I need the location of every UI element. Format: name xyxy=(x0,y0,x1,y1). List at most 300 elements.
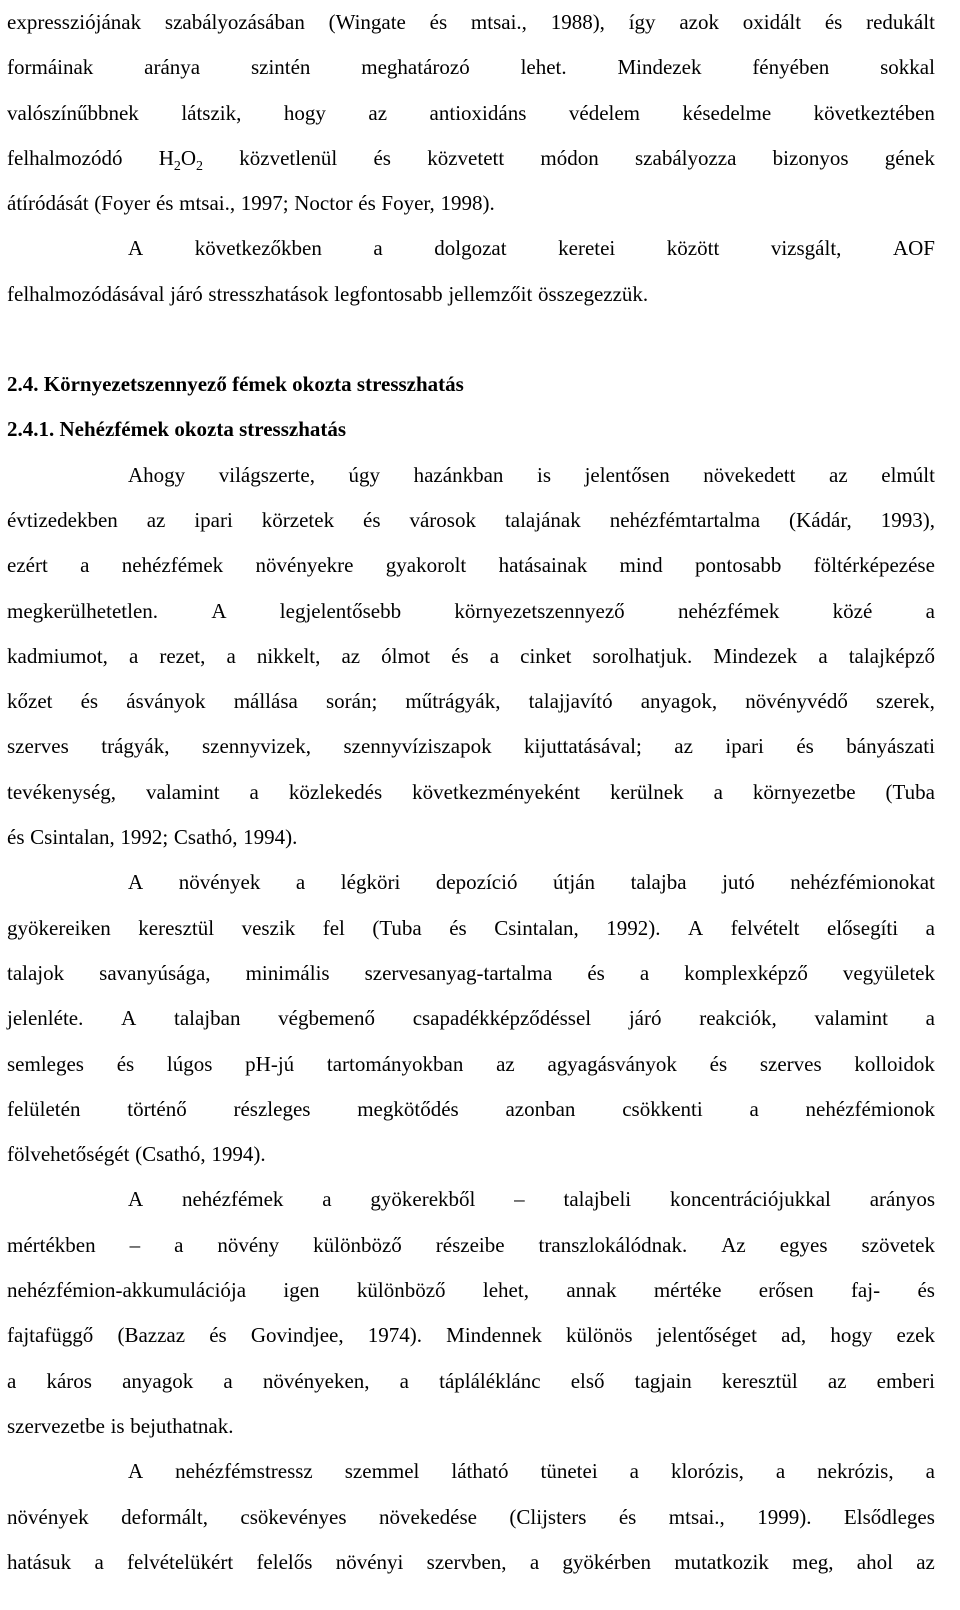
word: káros xyxy=(46,1368,92,1393)
word: és xyxy=(155,191,174,216)
word: semleges xyxy=(7,1051,84,1076)
word: felvételükért xyxy=(127,1549,234,1574)
word: a xyxy=(925,1459,935,1484)
word: jellemzőit xyxy=(448,281,533,306)
word: évtizedekben xyxy=(7,507,118,532)
word: tünetei xyxy=(540,1459,598,1484)
word: nehézfémstressz xyxy=(175,1459,313,1484)
word: késedelme xyxy=(682,100,772,125)
word: anyagok, xyxy=(640,689,718,714)
word: növényeken, xyxy=(262,1368,370,1393)
word: elmúlt xyxy=(881,462,935,487)
word: komplexképző xyxy=(684,960,808,985)
word: és xyxy=(796,734,814,759)
paragraph-p-summary xyxy=(7,226,935,317)
word: szervezetbe xyxy=(7,1413,105,1438)
word: a xyxy=(94,1549,104,1574)
word: stresszhatások xyxy=(208,281,329,306)
word: és xyxy=(587,960,605,985)
word: (Csathó, xyxy=(135,1142,206,1167)
text-line xyxy=(7,1042,935,1087)
word: faj- xyxy=(850,1278,881,1303)
text-line xyxy=(7,272,935,317)
word: bejuthatnak. xyxy=(130,1413,234,1438)
word: szennyvizek, xyxy=(201,734,311,759)
word: pH-jú xyxy=(245,1051,295,1076)
word: útján xyxy=(553,870,596,895)
word: szövetek xyxy=(861,1232,935,1257)
text-line xyxy=(7,1268,935,1313)
word: átíródását xyxy=(7,191,89,216)
word: a xyxy=(925,915,935,940)
word: lehet. xyxy=(520,55,567,80)
word: különös xyxy=(565,1323,633,1348)
text-line xyxy=(7,1223,935,1268)
word: Mindezek xyxy=(617,55,702,80)
word: meg, xyxy=(792,1549,834,1574)
word: a xyxy=(629,1459,639,1484)
word: a xyxy=(249,779,259,804)
word: szerek, xyxy=(876,689,935,714)
text-line xyxy=(7,1449,935,1494)
word: jelentőséget xyxy=(656,1323,757,1348)
word: Noctor xyxy=(294,191,353,216)
word: A xyxy=(128,1459,144,1484)
word: aránya xyxy=(144,55,201,80)
word: trágyák, xyxy=(101,734,170,759)
word: mértéke xyxy=(653,1278,722,1303)
word: valamint xyxy=(814,1006,888,1031)
word: formáinak xyxy=(7,55,94,80)
word: 1994). xyxy=(243,825,298,850)
word: és xyxy=(7,825,25,850)
word: tápláléklánc xyxy=(439,1368,541,1393)
word: nehézfémek xyxy=(677,598,780,623)
word: Govindjee, xyxy=(250,1323,344,1348)
word: (Kádár, xyxy=(789,507,852,532)
word: szerves xyxy=(7,734,69,759)
word: talajképző xyxy=(848,643,935,668)
word: Az xyxy=(721,1232,746,1257)
word: szemmel xyxy=(344,1459,420,1484)
word: legfontosabb xyxy=(334,281,443,306)
word: talajának xyxy=(504,507,581,532)
word: jutó xyxy=(722,870,755,895)
word: 1999). xyxy=(757,1504,812,1529)
word: (Tuba xyxy=(885,779,935,804)
word: megkerülhetetlen. xyxy=(7,598,159,623)
word: cinket xyxy=(520,643,572,668)
word: (Wingate xyxy=(328,10,406,34)
word: ad, xyxy=(781,1323,807,1348)
word: a xyxy=(489,643,500,668)
word: és xyxy=(116,1051,135,1076)
word: oxidált xyxy=(742,10,802,34)
word: az xyxy=(829,462,848,487)
word: növények xyxy=(7,1504,89,1529)
word: arányos xyxy=(869,1187,935,1212)
word: megkötődés xyxy=(357,1096,459,1121)
paragraph-p-heavy-metals-3 xyxy=(7,1177,935,1449)
word: fényében xyxy=(752,55,830,80)
word: sokkal xyxy=(880,55,935,80)
word: növényekre xyxy=(255,553,354,578)
word: (Foyer xyxy=(94,191,151,216)
word: az xyxy=(916,1549,935,1574)
word: ezek xyxy=(896,1323,935,1348)
word: és xyxy=(209,1323,227,1348)
word: hogy xyxy=(830,1323,873,1348)
word: A xyxy=(128,236,144,261)
word: fölvehetőségét xyxy=(7,1142,130,1167)
word: antioxidáns xyxy=(429,100,527,125)
word: szennyvíziszapok xyxy=(343,734,492,759)
word: növények xyxy=(178,870,261,895)
word: 1998). xyxy=(440,191,495,216)
word: közlekedés xyxy=(288,779,383,804)
word: ahol xyxy=(856,1549,893,1574)
word: a xyxy=(128,643,139,668)
text-line xyxy=(7,136,935,181)
word: között xyxy=(666,236,720,261)
word: a xyxy=(925,598,935,623)
word: közvetlenül xyxy=(239,145,338,170)
word: járó xyxy=(628,1006,662,1031)
word: egyes xyxy=(779,1232,828,1257)
word: módon xyxy=(540,145,599,170)
word: felhalmozódó xyxy=(7,145,123,170)
word: felvételt xyxy=(730,915,800,940)
word: és xyxy=(917,1278,935,1303)
word: az xyxy=(827,1368,847,1393)
word: csökkenti xyxy=(622,1096,703,1121)
word: agyagásványok xyxy=(547,1051,677,1076)
word: az xyxy=(368,100,388,125)
word: szervben, xyxy=(426,1549,507,1574)
word: emberi xyxy=(876,1368,935,1393)
word: városok xyxy=(409,507,476,532)
word: a xyxy=(7,1368,17,1393)
text-line xyxy=(7,815,935,860)
word: műtrágyák, xyxy=(405,689,501,714)
word: nehézfémion-akkumulációja xyxy=(7,1278,247,1303)
section-gap xyxy=(7,317,935,362)
word: vizsgált, xyxy=(770,236,842,261)
word: lehet, xyxy=(482,1278,529,1303)
word: savanyúsága, xyxy=(99,960,211,985)
word: hazánkban xyxy=(413,462,504,487)
word: végbemenő xyxy=(278,1006,375,1031)
word: védelem xyxy=(568,100,641,125)
text-line xyxy=(7,1404,935,1449)
text-line xyxy=(7,498,935,543)
word: kadmiumot, xyxy=(7,643,108,668)
word: így xyxy=(628,10,656,34)
word: Ahogy xyxy=(128,462,186,487)
word: során; xyxy=(325,689,378,714)
text-line xyxy=(7,770,935,815)
word: keretei xyxy=(558,236,616,261)
word: H2O2 xyxy=(158,145,204,174)
word: nehézfémionokat xyxy=(790,870,935,895)
word: légköri xyxy=(340,870,401,895)
word: körzetek xyxy=(261,507,335,532)
paragraph-p-heavy-metals-4 xyxy=(7,1449,935,1585)
word: tagjain xyxy=(634,1368,692,1393)
word: következőkben xyxy=(194,236,322,261)
word: csapadékképződéssel xyxy=(412,1006,592,1031)
word: első xyxy=(570,1368,605,1393)
word: és xyxy=(449,915,467,940)
text-line xyxy=(7,1540,935,1585)
word: közé xyxy=(832,598,873,623)
word: hatásuk xyxy=(7,1549,72,1574)
word: és xyxy=(358,191,376,216)
word: a xyxy=(818,643,828,668)
word: minimális xyxy=(245,960,330,985)
word: annak xyxy=(566,1278,617,1303)
word: látható xyxy=(451,1459,509,1484)
word: az xyxy=(674,734,693,759)
text-line xyxy=(7,1087,935,1132)
word: lúgos xyxy=(166,1051,213,1076)
word: bizonyos xyxy=(772,145,849,170)
text-line xyxy=(7,1132,935,1177)
word: felhalmozódásával xyxy=(7,281,165,306)
word: 1988), xyxy=(550,10,605,34)
document-page xyxy=(7,0,935,1585)
word: a xyxy=(322,1187,332,1212)
word: az xyxy=(146,507,166,532)
word: növény xyxy=(217,1232,280,1257)
word: nikkelt, xyxy=(256,643,321,668)
text-line xyxy=(7,860,935,905)
word: és xyxy=(824,10,843,34)
text-line xyxy=(7,226,935,271)
word: gyökérben xyxy=(562,1549,652,1574)
paragraph-p-heavy-metals-1 xyxy=(7,453,935,861)
word: 1974). xyxy=(367,1323,423,1348)
text-line xyxy=(7,1495,935,1540)
text-line xyxy=(7,679,935,724)
word: fel xyxy=(322,915,345,940)
word: kerülnek xyxy=(610,779,684,804)
text-line xyxy=(7,724,935,769)
word: A xyxy=(128,870,144,895)
word: pontosabb xyxy=(695,553,782,578)
word: növekedett xyxy=(703,462,796,487)
text-line xyxy=(7,996,935,1041)
word: Csintalan, xyxy=(30,825,115,850)
word: mértékben xyxy=(7,1232,96,1257)
word: nehézfémek xyxy=(181,1187,284,1212)
word: felelős xyxy=(256,1549,313,1574)
word: ezért xyxy=(7,553,48,578)
word: azonban xyxy=(505,1096,576,1121)
word: csökevényes xyxy=(240,1504,347,1529)
word: keresztül xyxy=(138,915,215,940)
word: részeibe xyxy=(435,1232,505,1257)
word: koncentrációjukkal xyxy=(669,1187,831,1212)
word: Elsődleges xyxy=(843,1504,935,1529)
word: növekedése xyxy=(379,1504,477,1529)
word: azok xyxy=(679,10,719,34)
word: a xyxy=(399,1368,409,1393)
word: is xyxy=(536,462,551,487)
word: történő xyxy=(127,1096,187,1121)
word: veszik xyxy=(241,915,296,940)
subsection-heading: 2.4.1. Nehézfémek okozta stresszhatás xyxy=(7,417,347,442)
word: Csathó, xyxy=(173,825,238,850)
word: rezet, xyxy=(159,643,206,668)
word: a xyxy=(639,960,650,985)
word: a xyxy=(373,236,383,261)
word: szervesanyag-tartalma xyxy=(364,960,553,985)
word: következtében xyxy=(813,100,935,125)
word: következményeként xyxy=(412,779,581,804)
word: – xyxy=(514,1187,525,1212)
word: bányászati xyxy=(846,734,935,759)
word: ipari xyxy=(194,507,233,532)
word: – xyxy=(129,1232,141,1257)
word: depozíció xyxy=(435,870,518,895)
word: 1997; xyxy=(240,191,289,216)
word: klorózis, xyxy=(670,1459,744,1484)
word: transzlokálódnak. xyxy=(538,1232,688,1257)
word: sorolhatjuk. xyxy=(592,643,693,668)
word: vegyületek xyxy=(842,960,935,985)
intro-paragraphs xyxy=(7,0,935,317)
word: mind xyxy=(619,553,663,578)
word: különböző xyxy=(356,1278,446,1303)
word: A xyxy=(211,598,227,623)
word: meghatározó xyxy=(361,55,470,80)
paragraph-p-intro-continuation xyxy=(7,0,935,226)
word: deformált, xyxy=(121,1504,208,1529)
word: járó xyxy=(170,281,203,306)
word: szabályozza xyxy=(635,145,737,170)
text-line xyxy=(7,1177,935,1222)
text-line xyxy=(7,906,935,951)
word: fajtafüggő xyxy=(7,1323,94,1348)
word: kőzet xyxy=(7,689,53,714)
word: úgy xyxy=(348,462,381,487)
word: különböző xyxy=(313,1232,402,1257)
word: Mindezek xyxy=(713,643,798,668)
word: (Tuba xyxy=(372,915,422,940)
word: nehézfémionok xyxy=(805,1096,935,1121)
word: ólmot xyxy=(381,643,431,668)
word: környezetszennyező xyxy=(454,598,625,623)
word: kolloidok xyxy=(854,1051,935,1076)
text-line xyxy=(7,634,935,679)
word: és xyxy=(709,1051,728,1076)
word: a xyxy=(80,553,90,578)
word: erősen xyxy=(758,1278,814,1303)
word: közvetett xyxy=(427,145,505,170)
word: gyakorolt xyxy=(385,553,467,578)
word: az xyxy=(341,643,361,668)
word: nehézfémek xyxy=(121,553,224,578)
word: mutatkozik xyxy=(674,1549,769,1574)
word: növényvédő xyxy=(745,689,848,714)
word: kijuttatásával; xyxy=(524,734,642,759)
word: talajban xyxy=(173,1006,241,1031)
word: keresztül xyxy=(721,1368,798,1393)
word: dolgozat xyxy=(434,236,507,261)
word: és xyxy=(451,643,469,668)
word: tevékenység, xyxy=(7,779,117,804)
word: elősegíti xyxy=(826,915,899,940)
text-line xyxy=(7,0,935,45)
section-heading: 2.4. Környezetszennyező fémek okozta stresszhatás xyxy=(7,372,464,397)
word: mállása xyxy=(233,689,298,714)
word: nekrózis, xyxy=(817,1459,894,1484)
word: A xyxy=(121,1006,137,1031)
word: szerves xyxy=(759,1051,822,1076)
text-line xyxy=(7,543,935,588)
word: és xyxy=(363,507,381,532)
word: összegezzük. xyxy=(537,281,649,306)
word: hatásainak xyxy=(498,553,588,578)
word: a xyxy=(775,1459,786,1484)
word: redukált xyxy=(866,10,935,34)
word: a xyxy=(295,870,306,895)
word: környezetbe xyxy=(752,779,856,804)
word: A xyxy=(128,1187,144,1212)
word: talajjavító xyxy=(528,689,613,714)
paragraph-p-heavy-metals-2 xyxy=(7,860,935,1177)
word: ipari xyxy=(725,734,764,759)
word: (Clijsters xyxy=(509,1504,587,1529)
word: expressziójának xyxy=(7,10,142,34)
word: gyökerekből xyxy=(370,1187,476,1212)
word: föltérképezése xyxy=(813,553,935,578)
word: szabályozásában xyxy=(164,10,305,34)
word: Foyer, xyxy=(381,191,435,216)
word: jelenléte. xyxy=(7,1006,84,1031)
word: a xyxy=(226,643,236,668)
word: gyökereiken xyxy=(7,915,111,940)
word: AOF xyxy=(892,236,935,261)
word: és xyxy=(618,1504,637,1529)
word: mtsai., xyxy=(179,191,236,216)
word: mtsai., xyxy=(668,1504,725,1529)
word: felületén xyxy=(7,1096,81,1121)
word: mtsai., xyxy=(470,10,527,34)
word: 1992; xyxy=(120,825,169,850)
word: és xyxy=(373,145,391,170)
word: a xyxy=(529,1549,540,1574)
word: növényi xyxy=(335,1549,404,1574)
body-paragraphs xyxy=(7,453,935,1585)
text-line xyxy=(7,453,935,498)
word: talajbeli xyxy=(563,1187,632,1212)
word: igen xyxy=(283,1278,320,1303)
word: valószínűbbnek xyxy=(7,100,139,125)
word: a xyxy=(174,1232,184,1257)
word: jelentősen xyxy=(584,462,670,487)
text-line xyxy=(7,951,935,996)
word: az xyxy=(496,1051,515,1076)
word: legjelentősebb xyxy=(279,598,402,623)
word: reakciók, xyxy=(699,1006,777,1031)
word: szintén xyxy=(250,55,311,80)
word: talajok xyxy=(7,960,65,985)
word: részleges xyxy=(233,1096,311,1121)
word: tartományokban xyxy=(326,1051,464,1076)
word: 1994). xyxy=(211,1142,266,1167)
